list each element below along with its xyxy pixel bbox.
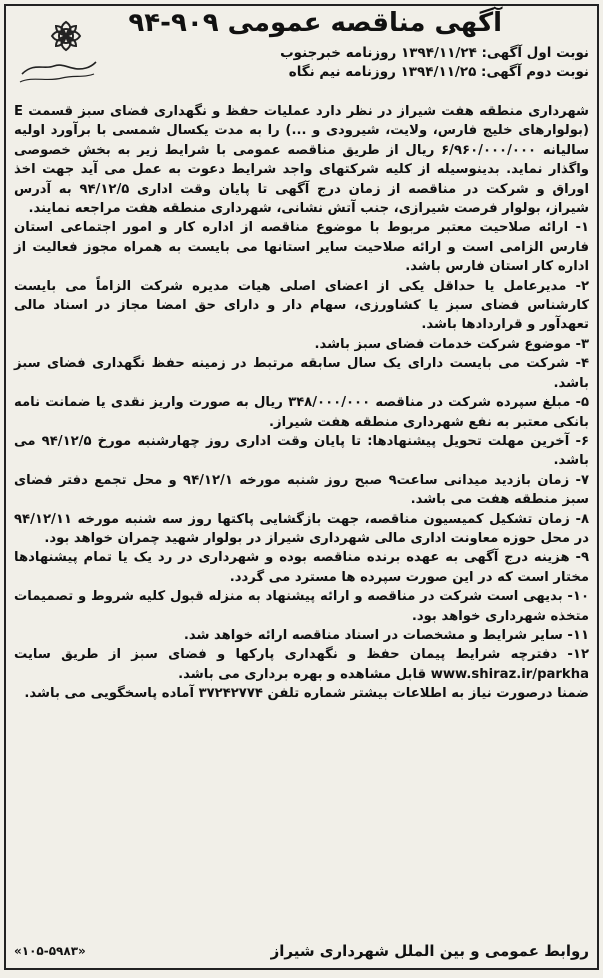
condition-item: ۱- ارائه صلاحیت معتبر مربوط با موضوع مناقصه از اداره کار و امور اجتماعی استان فارس الزامی است و ارائه صلاحیت سایر استانها می بایست به همراه مجوز فعالیت از اداره کار استان فارس باشد. — [14, 220, 589, 275]
signature: روابط عمومی و بین الملل شهرداری شیراز — [270, 942, 589, 960]
condition-item: ۱۲- دفترچه شرایط پیمان حفظ و نگهداری پارکها و فضای سبز از طریق سایت www.shiraz.ir/parkha قابل مشاهده و بهره برداری می باشد. — [14, 647, 589, 682]
ad-code: «۱۰۵-۵۹۸۳» — [14, 944, 86, 958]
condition-item: ۵- مبلغ سپرده شرکت در مناقصه ۳۴۸/۰۰۰/۰۰۰ ریال به صورت واریز نقدی یا ضمانت نامه بانکی معتبر به نفع شهرداری منطقه هفت شیراز. — [14, 395, 589, 430]
notice-footer — [14, 940, 589, 962]
notice-second-publication: نوبت دوم آگهی: ۱۳۹۴/۱۱/۲۵ روزنامه نیم نگاه — [288, 64, 589, 80]
condition-item: ۹- هزینه درج آگهی به عهده برنده مناقصه بوده و شهرداری در رد یک یا تمام پیشنهادها مختار است که در این صورت سپرده ها مسترد می گردد. — [14, 550, 589, 585]
notice-closing: ضمنا درصورت نیاز به اطلاعات بیشتر شماره تلفن ۳۷۲۴۲۷۷۴ آماده پاسخگویی می باشد. — [24, 686, 589, 702]
condition-item: ۸- زمان تشکیل کمیسیون مناقصه، جهت بازگشایی پاکتها روز سه شنبه مورخه ۹۴/۱۲/۱۱ در محل حوزه معاونت اداری مالی شهرداری شیراز در بولوار شهید چمران خواهد بود. — [14, 511, 589, 546]
condition-item: ۶- آخرین مهلت تحویل پیشنهادها: تا پایان وقت اداری روز چهارشنبه مورخ ۹۴/۱۲/۵ می باشد. — [14, 433, 589, 469]
newspaper-notice — [4, 4, 599, 970]
condition-item: ۳- موضوع شرکت خدمات فضای سبز باشد. — [314, 336, 589, 352]
notice-first-publication: نوبت اول آگهی: ۱۳۹۴/۱۱/۲۴ روزنامه خبرجنوب — [280, 45, 589, 61]
notice-header — [6, 6, 597, 80]
condition-item: ۱۰- بدیهی است شرکت در مناقصه و ارائه پیشنهاد به منزله قبول کلیه شروط و تصمیمات متخذه شهرداری خواهد بود. — [14, 589, 589, 624]
notice-intro: شهرداری منطقه هفت شیراز در نظر دارد عملیات حفظ و نگهداری فضای سبز قسمت E (بولوارهای خلیج فارس، ولایت، شیرودی و ...) را به مدت یکسال شمسی با برآورد اولیه سالیانه ۶/۹۶۰/۰۰۰/۰۰۰ ریال از طریق مناقصه عمومی با شرایط زیر به بخش خصوصی واگذار نماید. بدینوسیله از کلیه شرکتهای واجد شرایط دعوت به عمل می آید جهت اخذ اوراق و شرکت در مناقصه از زمان درج آگهی تا پایان وقت اداری ۹۴/۱۲/۵ به آدرس شیراز، بولوار فرصت شیرازی، جنب آتش نشانی، شهرداری منطقه هفت مراجعه نمایند. — [14, 104, 589, 217]
publication-dates — [280, 44, 589, 82]
notice-title: آگهی مناقصه عمومی ۹۰۹-۹۴ — [128, 8, 502, 38]
condition-item: ۲- مدیرعامل یا حداقل یکی از اعضای اصلی هیات مدیره شرکت الزاماً می بایست کارشناس فضای سبز یا کشاورزی، سهام دار و دارای حق امضا مجاز در اسناد مالی تعهدآور و قراردادها باشد. — [14, 278, 589, 333]
shiraz-municipality-logo-icon — [14, 12, 100, 90]
condition-item: ۱۱- سایر شرایط و مشخصات در اسناد مناقصه ارائه خواهد شد. — [183, 627, 589, 643]
notice-body — [14, 102, 589, 704]
condition-item: ۴- شرکت می بایست دارای یک سال سابقه مرتبط در زمینه حفظ نگهداری فضای سبز باشد. — [14, 356, 589, 391]
condition-item: ۷- زمان بازدید میدانی ساعت۹ صبح روز شنبه مورخه ۹۴/۱۲/۱ و محل تجمع دفتر فضای سبز منطقه هفت می باشد. — [14, 472, 589, 508]
